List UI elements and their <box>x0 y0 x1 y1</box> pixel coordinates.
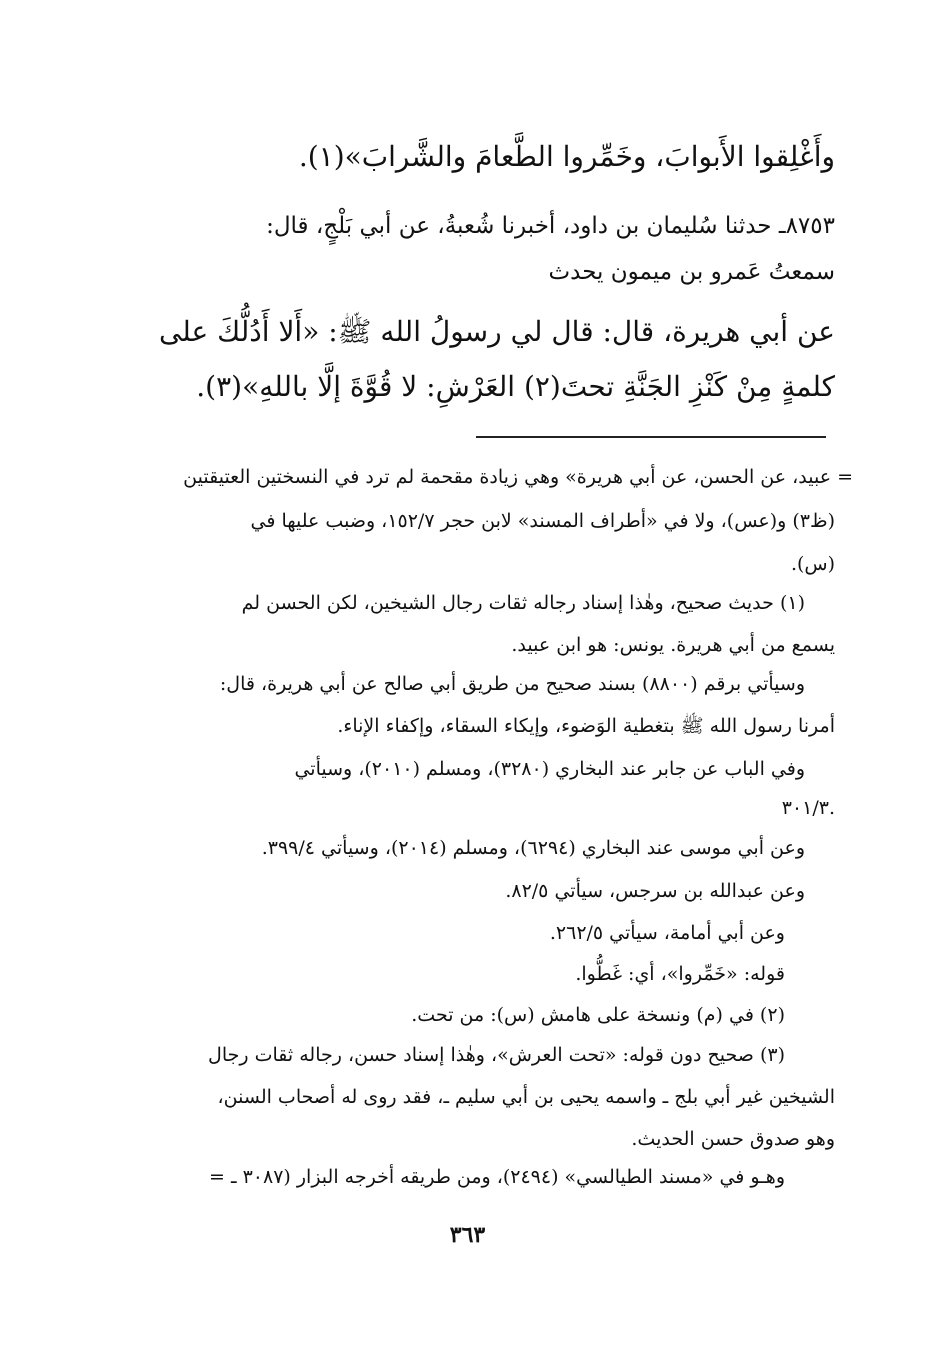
footnote-1-line-7: وعن أبي موسى عند البخاري (٦٢٩٤)، ومسلم (٢٠١٤)، وسيأتي ٣٩٩/٤. <box>261 837 805 859</box>
hadith-8753-line-1: ٨٧٥٣ـ حدثنا سُليمان بن داود، أخبرنا شُعبةُ، عن أبي بَلْجٍ، قال: <box>266 213 835 239</box>
footnote-1-line-6: ٣٠١/٣. <box>781 797 835 819</box>
footnote-continuation-line-2: (ظ٣) و(عس)، ولا في «أطراف المسند» لابن حجر ١٥٢/٧، وضبب عليها في <box>250 510 835 532</box>
footnote-3-line-1: (٣) صحيح دون قوله: «تحت العرش»، وهٰذا إسناد حسن، رجاله ثقات رجال <box>208 1044 785 1066</box>
footnote-3-line-4: وهـو في «مسند الطيالسي» (٢٤٩٤)، ومن طريقه أخرجه البزار (٣٠٨٧ ـ = <box>209 1166 785 1188</box>
footnote-1-line-5: وفي الباب عن جابر عند البخاري (٣٢٨٠)، ومسلم (٢٠١٠)، وسيأتي <box>294 758 805 780</box>
footnote-continuation-line-3: (س). <box>790 553 835 575</box>
footnote-separator <box>476 436 826 438</box>
footnote-3-line-2: الشيخين غير أبي بلج ـ واسمه يحيى بن أبي سليم ـ، فقد روى له أصحاب السنن، <box>217 1086 835 1108</box>
footnote-1-line-10: قوله: «خَمِّروا»، أي: غَطُّوا. <box>575 963 785 985</box>
hadith-8753-line-2: سمعتُ عَمرو بن ميمون يحدث <box>548 259 835 285</box>
page-number: ٣٦٣ <box>449 1222 486 1248</box>
footnote-1-line-8: وعن عبدالله بن سرجس، سيأتي ٨٢/٥. <box>505 880 805 902</box>
hadith-8753-line-4: كلمةٍ مِنْ كَنْزِ الجَنَّةِ تحتَ(٢) العَرْشِ: لا قُوَّةَ إلَّا باللهِ»(٣). <box>196 370 835 403</box>
footnote-1-line-3: وسيأتي برقم (٨٨٠٠) بسند صحيح من طريق أبي صالح عن أبي هريرة، قال: <box>219 673 805 695</box>
footnote-1-line-4: أمرنا رسول الله ﷺ بتغطية الوَضوء، وإيكاء السقاء، وإكفاء الإناء. <box>337 715 835 737</box>
footnote-3-line-3: وهو صدوق حسن الحديث. <box>631 1128 835 1150</box>
footnote-1-line-1: (١) حديث صحيح، وهٰذا إسناد رجاله ثقات رجال الشيخين، لكن الحسن لم <box>241 592 805 614</box>
footnote-1-line-9: وعن أبي أمامة، سيأتي ٢٦٢/٥. <box>549 922 785 944</box>
footnote-2-line-1: (٢) في (م) ونسخة على هامش (س): من تحت. <box>411 1004 785 1026</box>
hadith-8753-line-3: عن أبي هريرة، قال: قال لي رسولُ الله ﷺ: «أَلا أَدُلُّكَ على <box>158 315 835 348</box>
footnote-1-line-2: يسمع من أبي هريرة. يونس: هو ابن عبيد. <box>511 634 835 656</box>
main-text-line-1: وأَغْلِقوا الأَبوابَ، وخَمِّروا الطَّعامَ والشَّرابَ»(١). <box>298 140 835 173</box>
footnote-continuation-line-1: = عبيد، عن الحسن، عن أبي هريرة» وهي زيادة مقحمة لم ترد في النسختين العتيقتين <box>183 466 853 488</box>
